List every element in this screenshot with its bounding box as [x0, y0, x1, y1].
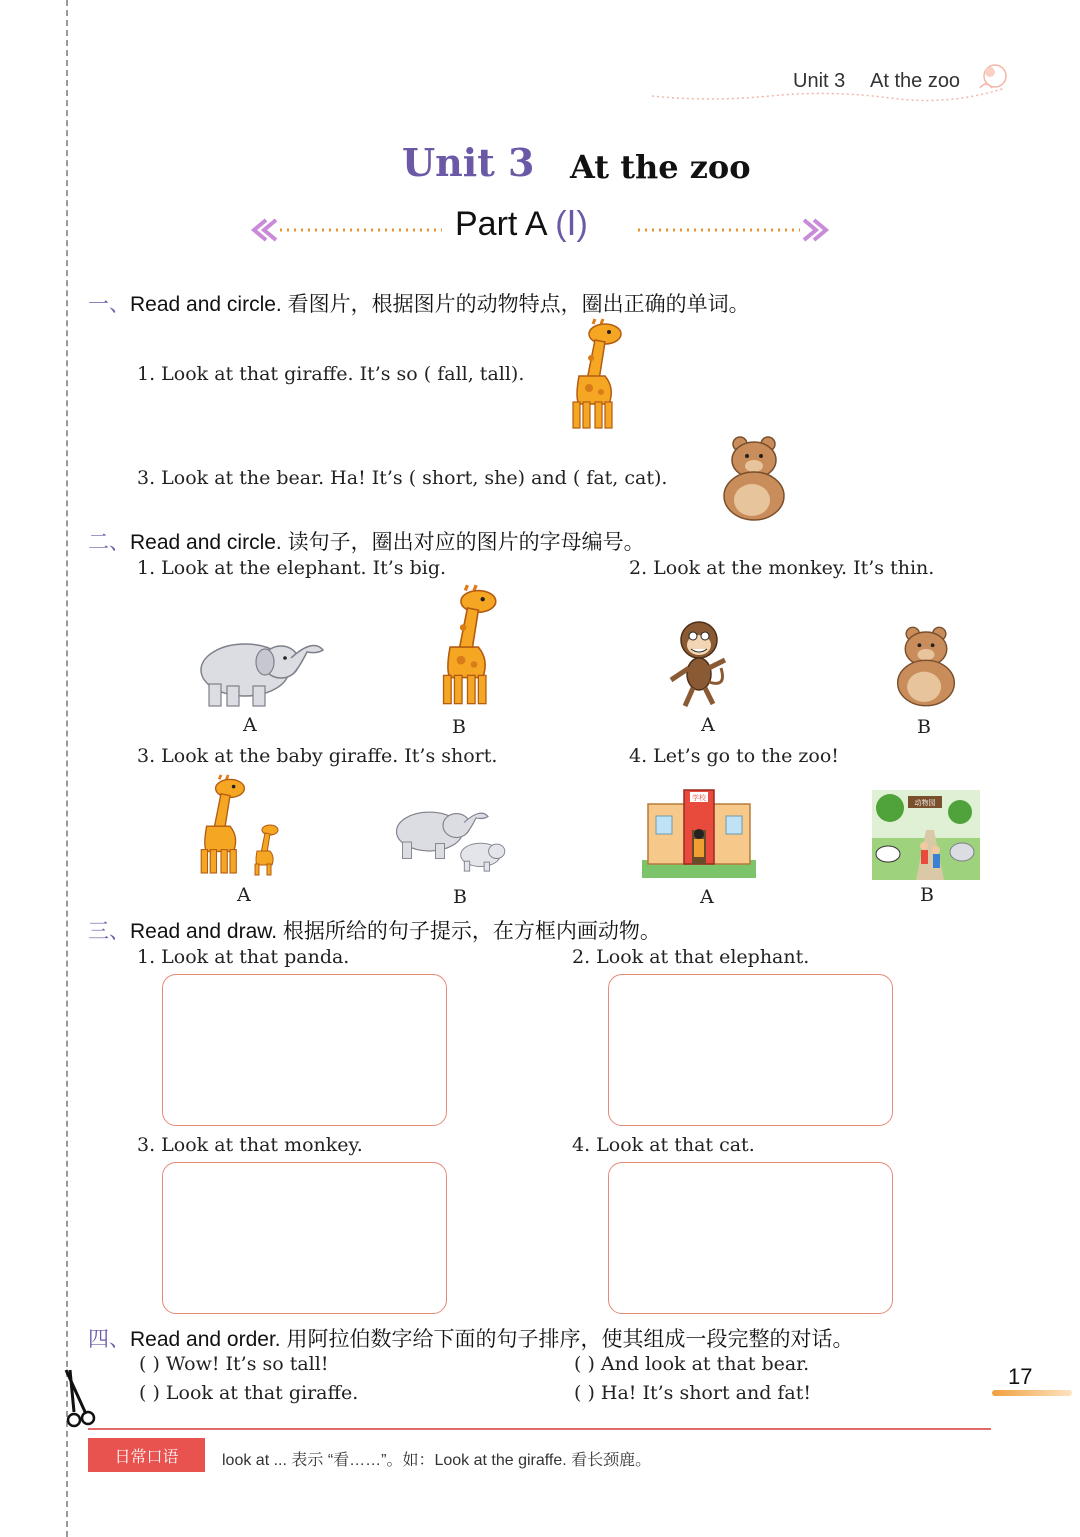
- giraffe-icon: [434, 584, 514, 708]
- part-title: [455, 204, 588, 244]
- section2-question2: 2. Look at the monkey. It’s thin.: [629, 557, 935, 579]
- header-unit: Unit 3: [793, 70, 846, 92]
- s2q1-label-b: B: [452, 716, 466, 738]
- section1-heading: [88, 288, 750, 318]
- giraffe-icon: [565, 318, 637, 432]
- section1-question3: 3. Look at the bear. Ha! It’s ( short, she) and ( fat, cat).: [137, 467, 668, 489]
- elephant-with-baby-icon: [392, 800, 520, 880]
- drawing-box-monkey[interactable]: [162, 1162, 447, 1314]
- zoo-scene-icon: [872, 790, 980, 880]
- cut-line: [66, 0, 68, 1537]
- bear-icon: [892, 624, 960, 708]
- s2q3-label-b: B: [453, 886, 467, 908]
- section2-heading: [88, 526, 645, 556]
- section3-question2: 2. Look at that elephant.: [572, 946, 810, 968]
- section2-question3: 3. Look at the baby giraffe. It’s short.: [137, 745, 498, 767]
- order-item-3[interactable]: ( ) Look at that giraffe.: [139, 1382, 359, 1404]
- school-icon: [640, 778, 758, 882]
- section2-question1: 1. Look at the elephant. It’s big.: [137, 557, 447, 579]
- drawing-box-elephant[interactable]: [608, 974, 893, 1126]
- order-item-1[interactable]: ( ) Wow! It’s so tall!: [139, 1353, 329, 1375]
- section4-number: 四、: [88, 1328, 130, 1351]
- section3-number: 三、: [88, 920, 130, 943]
- scissors-icon: [60, 1368, 104, 1428]
- section2-heading-text: Read and circle. 读句子，圈出对应的图片的字母编号。: [130, 531, 645, 554]
- s2q4-label-a: A: [700, 886, 714, 908]
- s2q2-label-b: B: [917, 716, 931, 738]
- section2-number: 二、: [88, 531, 130, 554]
- section1-heading-text: Read and circle. 看图片，根据图片的动物特点，圈出正确的单词。: [130, 293, 750, 316]
- s2q4-label-b: B: [920, 884, 934, 906]
- giraffe-with-baby-icon: [194, 774, 286, 880]
- monkey-icon: [663, 618, 733, 710]
- part-label: Part A: [455, 205, 546, 243]
- daily-phrase-badge: 日常口语: [88, 1438, 205, 1472]
- order-item-4[interactable]: ( ) Ha! It’s short and fat!: [574, 1382, 812, 1404]
- left-arrow-icon: [250, 216, 445, 244]
- school-sign: 学校: [692, 794, 706, 802]
- drawing-box-cat[interactable]: [608, 1162, 893, 1314]
- bear-icon: [718, 434, 790, 522]
- section4-heading-text: Read and order. 用阿拉伯数字给下面的句子排序，使其组成一段完整的对话。: [130, 1328, 854, 1351]
- s2q2-label-a: A: [701, 714, 715, 736]
- right-arrow-icon: [636, 216, 831, 244]
- s2q1-label-a: A: [243, 714, 257, 736]
- header-topic: At the zoo: [870, 70, 961, 92]
- part-roman: (Ⅰ): [555, 205, 588, 243]
- page-number-bar: [992, 1390, 1072, 1396]
- section1-question1: 1. Look at that giraffe. It’s so ( fall, tall).: [137, 363, 525, 385]
- s2q3-label-a: A: [237, 884, 251, 906]
- header-decoration-icon: [650, 58, 1020, 108]
- section4-heading: [88, 1323, 853, 1353]
- elephant-icon: [195, 628, 327, 710]
- section3-heading-text: Read and draw. 根据所给的句子提示，在方框内画动物。: [130, 920, 661, 943]
- title-topic: At the zoo: [570, 148, 751, 186]
- title-unit: Unit 3: [402, 140, 535, 185]
- drawing-box-panda[interactable]: [162, 974, 447, 1126]
- page-number: 17: [1008, 1364, 1033, 1389]
- order-item-2[interactable]: ( ) And look at that bear.: [574, 1353, 810, 1375]
- section2-question4: 4. Let’s go to the zoo!: [629, 745, 839, 767]
- section3-question4: 4. Look at that cat.: [572, 1134, 755, 1156]
- zoo-sign: 动物园: [914, 799, 936, 807]
- section3-question1: 1. Look at that panda.: [137, 946, 350, 968]
- section3-question3: 3. Look at that monkey.: [137, 1134, 363, 1156]
- daily-phrase-tip: look at ... 表示 “看……”。如：Look at the giraffe. 看长颈鹿。: [222, 1452, 652, 1469]
- section1-number: 一、: [88, 293, 130, 316]
- footer-divider: [88, 1428, 991, 1430]
- section3-heading: [88, 915, 661, 945]
